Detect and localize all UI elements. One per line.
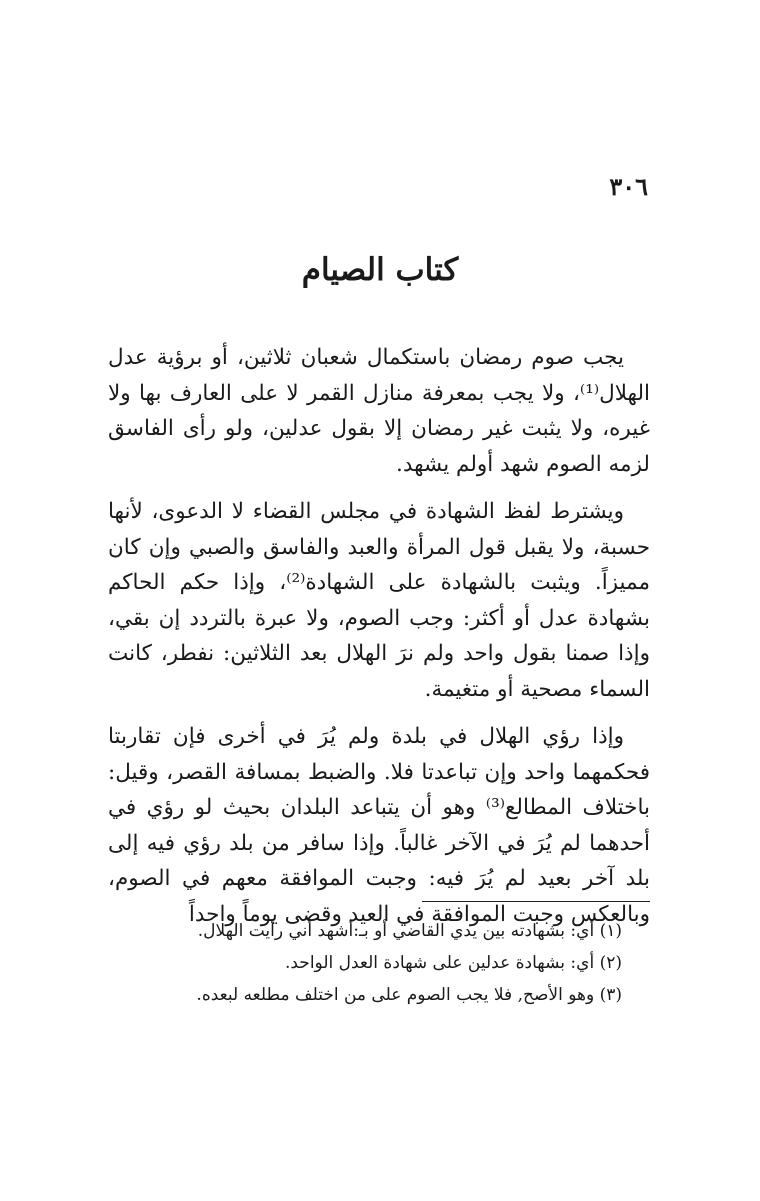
chapter-title: كتاب الصيام [301, 252, 459, 288]
page-number: ٣٠٦ [609, 172, 648, 201]
footnote-1: (١) أي: بشهادته بين يدي القاضي أو بـ:أشهد أني رأيت الهلال. [197, 921, 622, 941]
footnote-2: (٢) أي: بشهادة عدلين على شهادة العدل الواحد. [284, 953, 622, 973]
footnote-3: (٣) وهو الأصح, فلا يجب الصوم على من اختلف مطلعه لبعده. [196, 985, 622, 1005]
paragraph-1: يجب صوم رمضان باستكمال شعبان ثلاثين، أو برؤية عدل الهلال⁽¹⁾، ولا يجب بمعرفة منازل القمر لا على العارف بها ولا غيره، ولا يثبت غير رمضان إلا بقول عدلين، ولو رأى الفاسق لزمه الصوم شهد أولم يشهد. [108, 345, 650, 477]
paragraph-2: ويشترط لفظ الشهادة في مجلس القضاء لا الدعوى، لأنها حسبة، ولا يقبل قول المرأة والعبد والفاسق والصبي وإن كان مميزاً. ويثبت بالشهادة على الشهادة⁽²⁾، وإذا حكم الحاكم بشهادة عدل أو أكثر: وجب الصوم، ولا عبرة بالتردد إن بقي، وإذا صمنا بقول واحد ولم نرَ الهلال بعد الثلاثين: نفطر، كانت السماء مصحية أو متغيمة. [108, 499, 650, 702]
footnote-divider [422, 901, 650, 902]
footnotes [122, 915, 622, 1011]
paragraph-3: وإذا رؤي الهلال في بلدة ولم يُرَ في أخرى فإن تقاربتا فحكمهما واحد وإن تباعدتا فلا. والضبط بمسافة القصر، وقيل: باختلاف المطالع⁽³⁾ وهو أن يتباعد البلدان بحيث لو رؤي في أحدهما لم يُرَ في الآخر غالباً. وإذا سافر من بلد رؤي فيه إلى بلد آخر بعيد لم يُرَ فيه: وجبت الموافقة معهم في الصوم، وبالعكس وجبت الموافقة في العيد وقضى يوماً واحداً [108, 724, 650, 927]
main-text [108, 340, 650, 944]
